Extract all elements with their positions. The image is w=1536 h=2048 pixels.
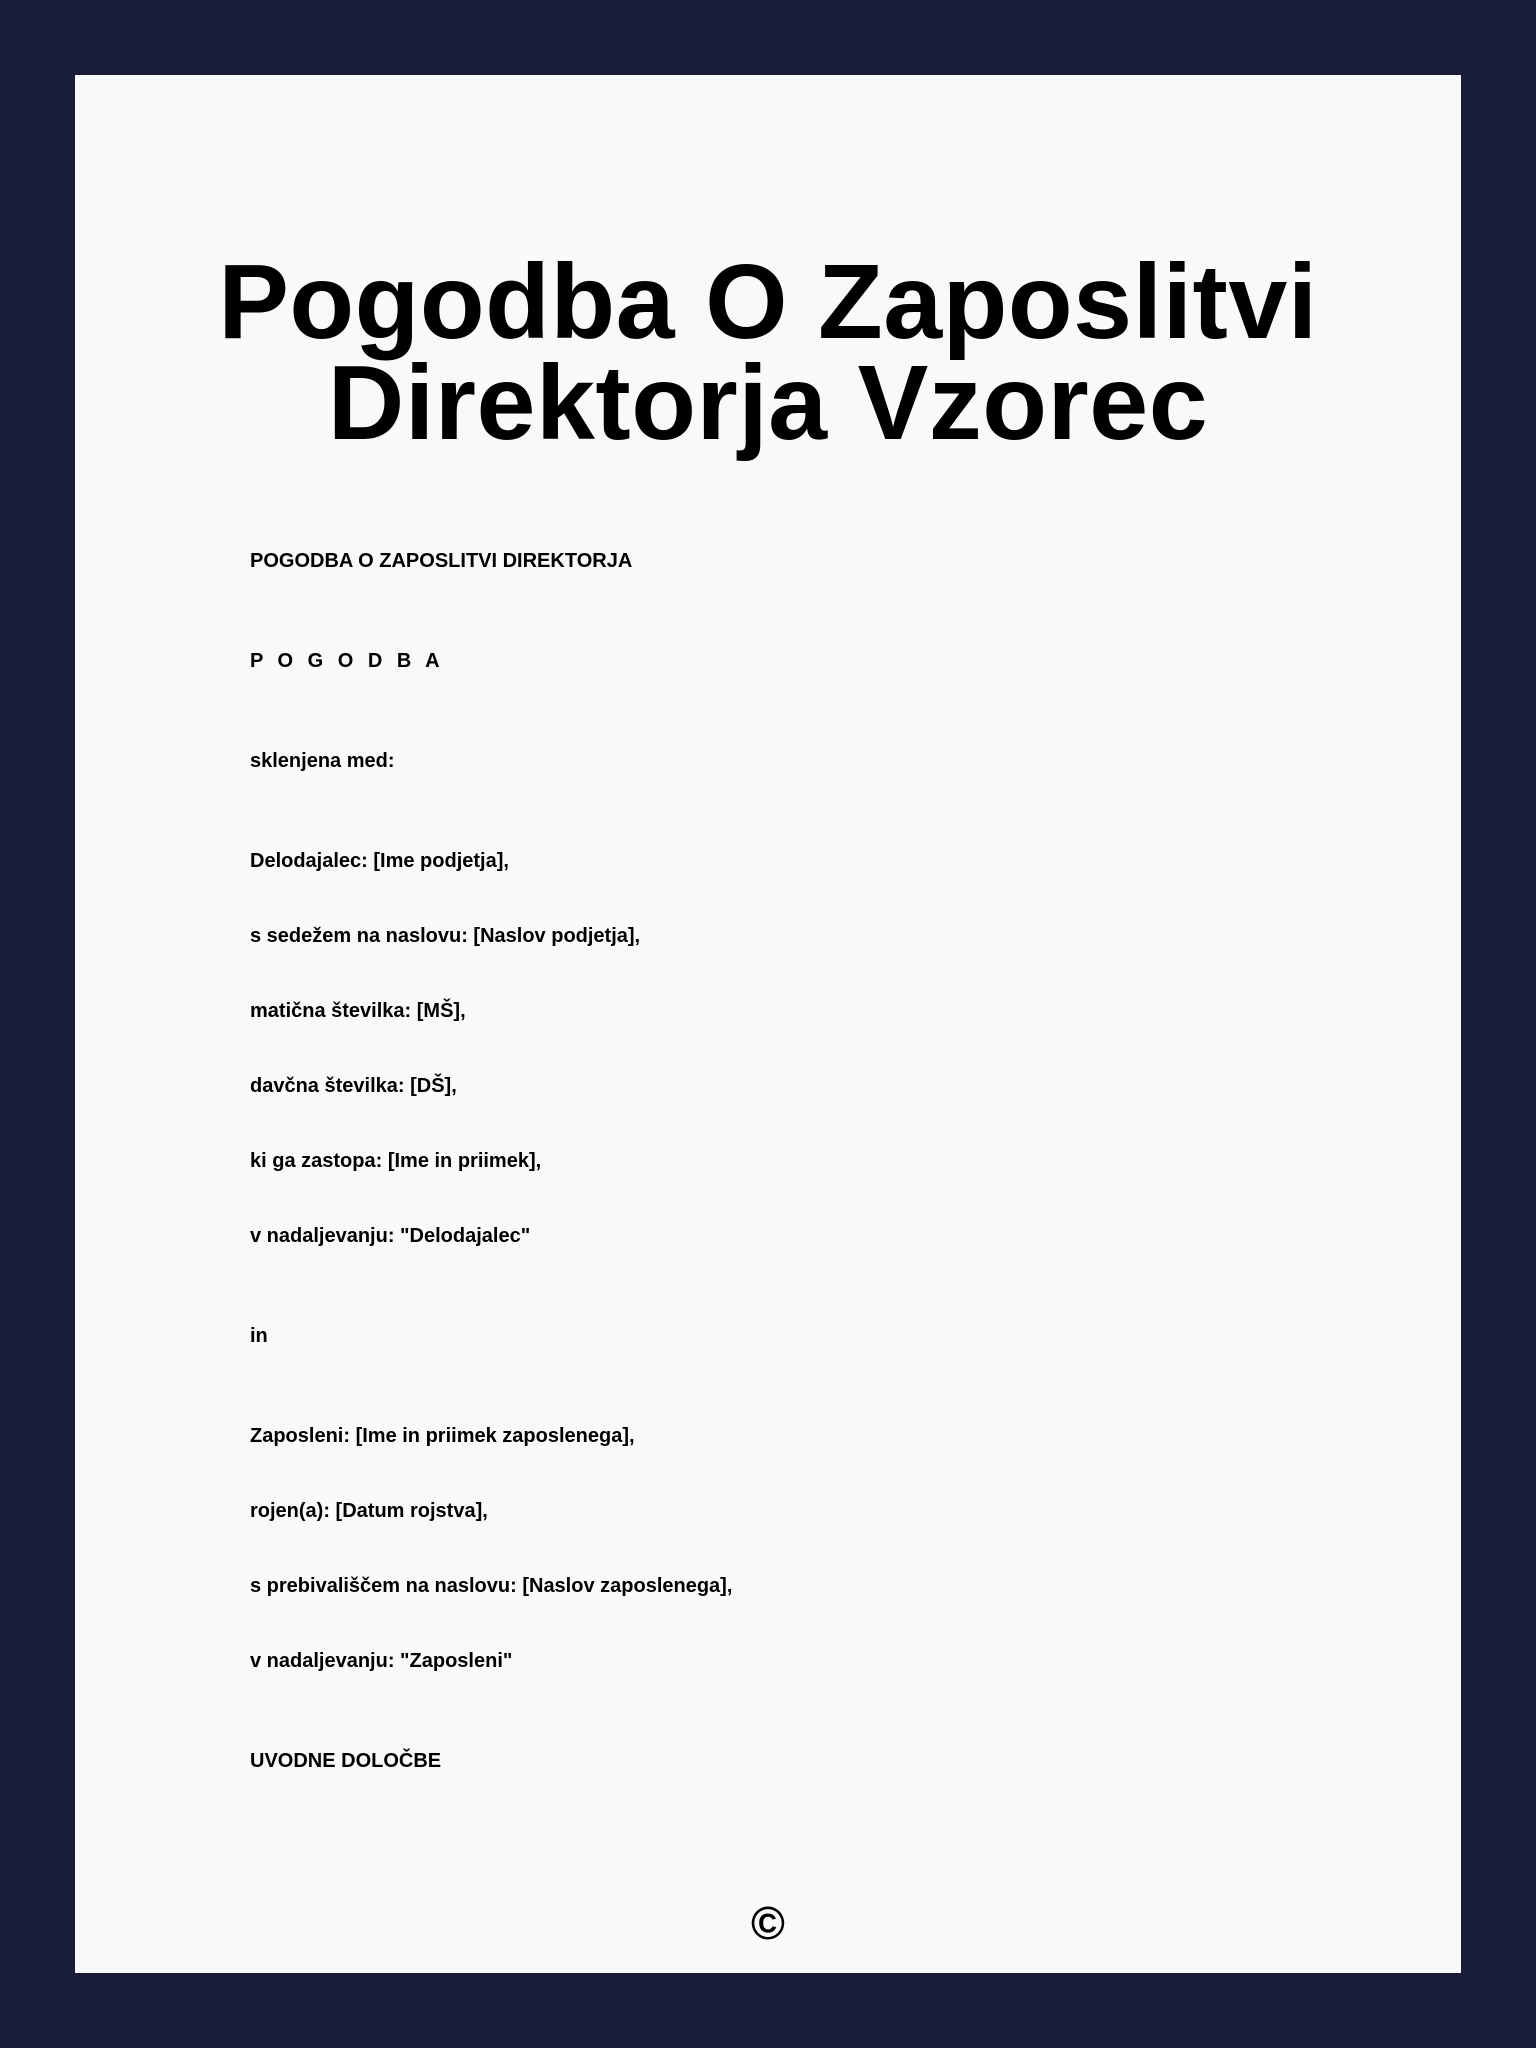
contract-heading: POGODBA O ZAPOSLITVI DIREKTORJA (250, 550, 633, 572)
document-page (75, 75, 1461, 1973)
employer-name: Delodajalec: [Ime podjetja], (250, 850, 509, 872)
employee-alias: v nadaljevanju: "Zaposleni" (250, 1650, 513, 1672)
employer-representative: ki ga zastopa: [Ime in priimek], (250, 1150, 542, 1172)
employer-address: s sedežem na naslovu: [Naslov podjetja], (250, 925, 641, 947)
employee-address: s prebivališčem na naslovu: [Naslov zaposlenega], (250, 1575, 733, 1597)
contract-subheading: P O G O D B A (250, 650, 445, 672)
copyright-icon: © (751, 1897, 785, 1949)
title-line-1: Pogodba O Zaposlitvi (218, 243, 1318, 361)
employer-alias: v nadaljevanju: "Delodajalec" (250, 1225, 531, 1247)
employee-birth-date: rojen(a): [Datum rojstva], (250, 1500, 488, 1522)
conjunction-text: in (250, 1325, 268, 1347)
employer-tax-number: davčna številka: [DŠ], (250, 1075, 457, 1097)
intro-text: sklenjena med: (250, 750, 395, 772)
employer-registration-number: matična številka: [MŠ], (250, 1000, 466, 1022)
section-heading: UVODNE DOLOČBE (250, 1750, 442, 1772)
employee-name: Zaposleni: [Ime in priimek zaposlenega], (250, 1425, 635, 1447)
page-title (75, 243, 1461, 462)
title-line-2: Direktorja Vzorec (327, 344, 1209, 462)
